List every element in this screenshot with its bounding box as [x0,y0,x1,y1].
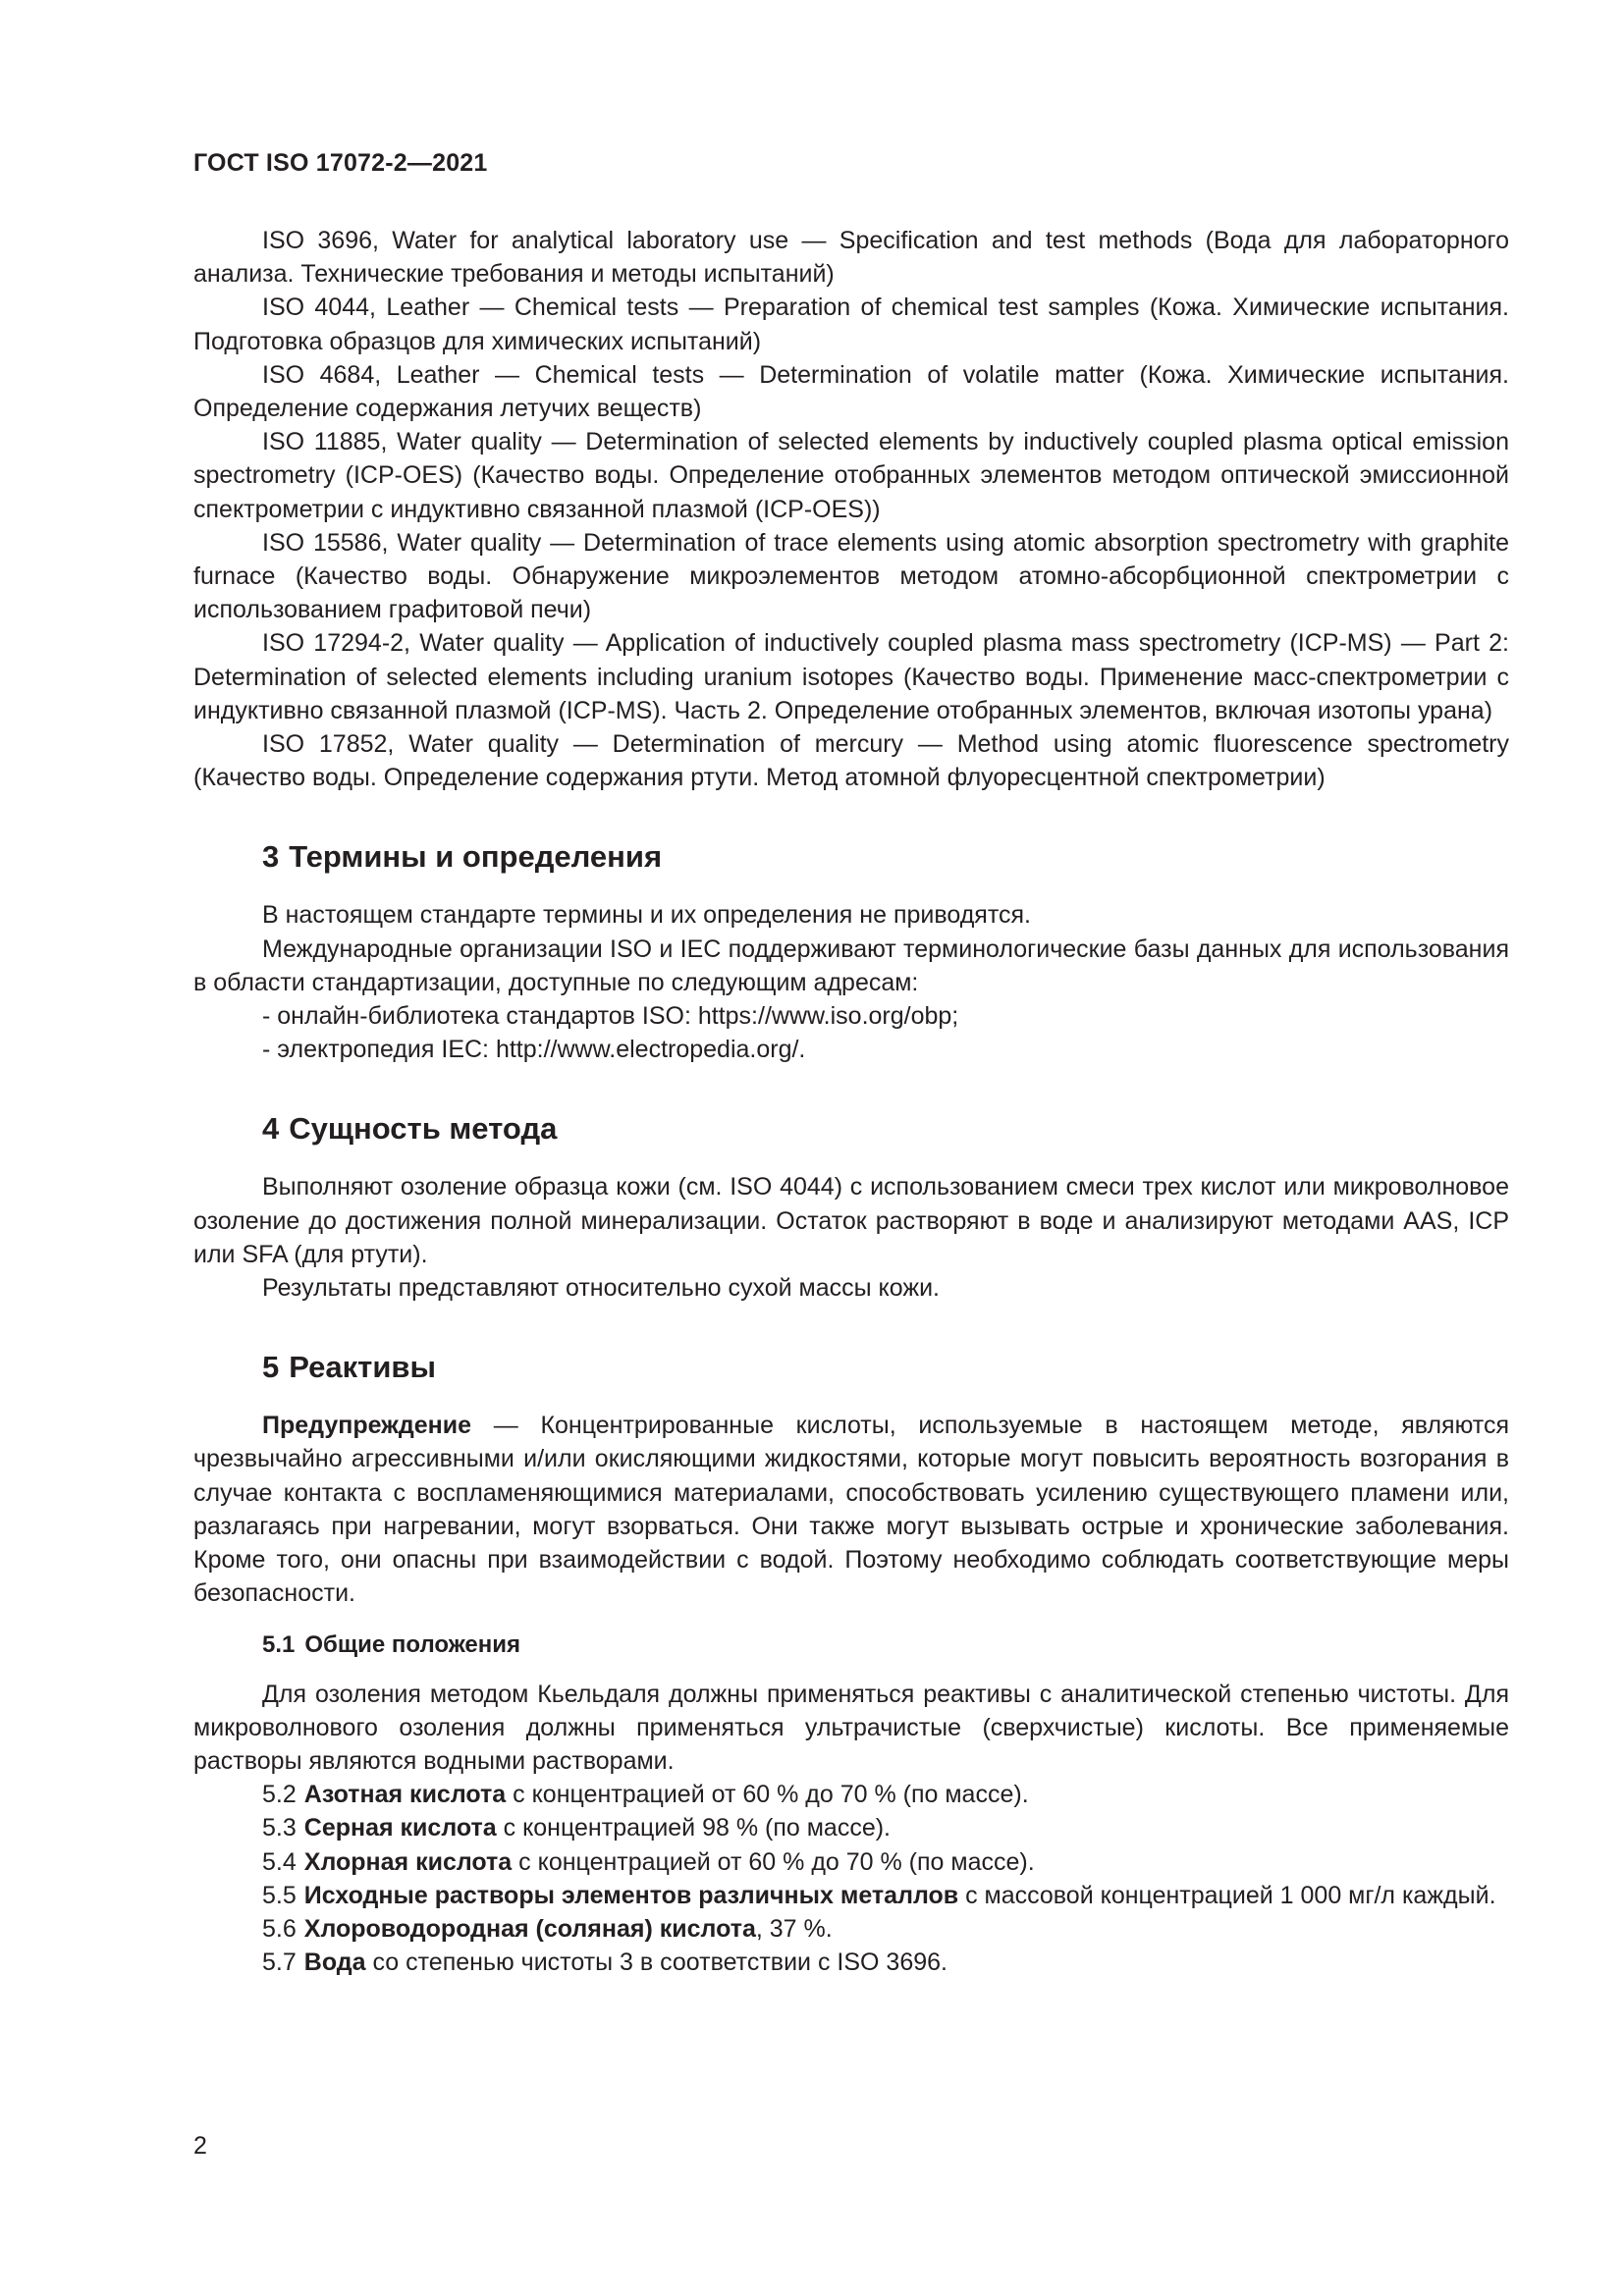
list-item: - электропедия IEC: http://www.electropedia.org/. [262,1036,806,1064]
section-3-paragraph: В настоящем стандарте термины и их определения не приводятся. [262,901,1031,930]
page-number: 2 [193,2132,207,2160]
references-list [193,224,1509,794]
reference-item: ISO 11885, Water quality — Determination of selected elements by inductively coupled plasma optical emission spectrometry (ICP-OES) (Качество воды. Определение отобранных элементов методом оптической эмиссионной спектрометрии с индуктивно связанной плазмой (ICP-OES)) [193,428,1509,523]
reference-item: ISO 15586, Water quality — Determination of trace elements using atomic absorption spectrometry with graphite furnace (Качество воды. Обнаружение микроэлементов методом атомно-абсорбционной спектрометрии с использованием графитовой печи) [193,528,1510,624]
document-header: ГОСТ ISO 17072-2—2021 [193,149,488,177]
warning-paragraph: Предупреждение — Концентрированные кислоты, используемые в настоящем методе, являются чрезвычайно агрессивными и/или окисляющими жидкостями, которые могут повысить вероятность возгорания в случае контакта с воспламеняющимися материалами, способствовать усилению существующего пламени или, разлагаясь при нагревании, могут взорваться. Они также могут вызывать острые и хронические заболевания. Кроме того, они опасны при взаимодействии с водой. Поэтому необходимо соблюдать соответствующие меры безопасности. [193,1412,1509,1608]
reagent-item: 5.6 Хлороводородная (соляная) кислота, 37 %. [262,1914,833,1943]
warning-label: Предупреждение [262,1412,472,1440]
reagent-item: 5.2 Азотная кислота с концентрацией от 60 % до 70 % (по массе). [262,1781,1029,1809]
section-3-paragraph: Международные организации ISO и IEC поддерживают терминологические базы данных для использования в области стандартизации, доступные по следующим адресам: [193,934,1509,996]
section-3-heading: 3 Термины и определения [262,839,663,875]
section-4-paragraph: Результаты представляют относительно сухой массы кожи. [262,1274,941,1303]
reagent-item: 5.7 Вода со степенью чистоты 3 в соответствии с ISO 3696. [262,1949,947,1977]
document-body [193,224,1509,1979]
reference-item: ISO 3696, Water for analytical laboratory use — Specification and test methods (Вода для лабораторного анализа. Технические требования и методы испытаний) [193,227,1510,289]
subsection-5-1-paragraph: Для озоления методом Кьельдаля должны применяться реактивы с аналитической степенью чистоты. Для микроволнового озоления должны применяться ультрачистые (сверхчистые) кислоты. Все применяемые растворы являются водными растворами. [193,1680,1509,1775]
reagent-item: 5.5 Исходные растворы элементов различных металлов с массовой концентрацией 1 000 мг/л каждый. [262,1881,1496,1909]
reference-item: ISO 17852, Water quality — Determination of mercury — Method using atomic fluorescence spectrometry (Качество воды. Определение содержания ртути. Метод атомной флуоресцентной спектрометрии) [193,730,1509,792]
section-4-heading: 4 Сущность метода [262,1111,558,1147]
reference-item: ISO 4044, Leather — Chemical tests — Preparation of chemical test samples (Кожа. Химические испытания. Подготовка образцов для химических испытаний) [193,294,1509,355]
section-4-paragraph: Выполняют озоление образца кожи (см. ISO 4044) с использованием смеси трех кислот или микроволновое озоление до достижения полной минерализации. Остаток растворяют в воде и анализируют методами AAS, ICP или SFA (для ртути). [193,1173,1509,1268]
section-5-heading: 5 Реактивы [262,1350,436,1385]
reference-item: ISO 4684, Leather — Chemical tests — Determination of volatile matter (Кожа. Химические испытания. Определение содержания летучих веществ) [193,360,1509,423]
reference-item: ISO 17294-2, Water quality — Application of inductively coupled plasma mass spectrometry (ICP-MS) — Part 2: Determination of selected elements including uranium isotopes (Качество воды. Применение масс-спектрометрии с индуктивно связанной плазмой (ICP-MS). Часть 2. Определение отобранных элементов, включая изотопы урана) [193,629,1509,724]
list-item: - онлайн-библиотека стандартов ISO: https://www.iso.org/obp; [262,1002,959,1031]
subsection-5-1-heading: 5.1 Общие положения [262,1630,521,1658]
reagent-item: 5.3 Серная кислота с концентрацией 98 % (по массе). [262,1814,892,1842]
reagent-item: 5.4 Хлорная кислота с концентрацией от 60 % до 70 % (по массе). [262,1847,1035,1876]
